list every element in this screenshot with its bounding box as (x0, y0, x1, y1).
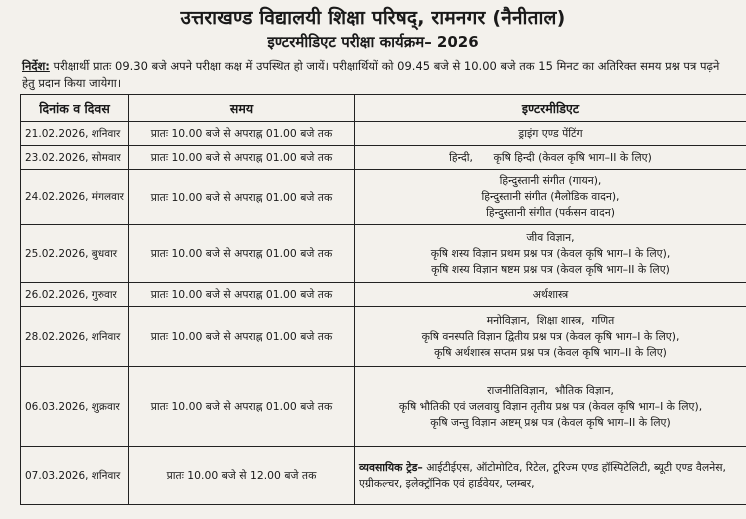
subject-line: कृषि भौतिकी एवं जलवायु विज्ञान तृतीय प्रश्न पत्र (केवल कृषि भाग–I के लिए), (398, 399, 703, 413)
row-time: प्रातः 10.00 बजे से 12.00 बजे तक (129, 447, 355, 505)
header-intermediate: इण्टरमीडिएट (355, 95, 746, 122)
subject-line: राजनीतिविज्ञान, भौतिक विज्ञान, (487, 383, 614, 397)
table-row (21, 146, 746, 170)
row-time: प्रातः 10.00 बजे से अपराह्न 01.00 बजे तक (129, 307, 355, 367)
row-date: 21.02.2026, शनिवार (21, 122, 129, 146)
table-row (21, 170, 746, 225)
subject-line: हिन्दुस्तानी संगीत (पर्कसन वादन) (486, 206, 615, 219)
row-date: 28.02.2026, शनिवार (21, 307, 129, 367)
exam-schedule-table (20, 94, 746, 505)
table-row (21, 122, 746, 146)
subject-line: जीव विज्ञान, (526, 230, 575, 244)
table-row (21, 367, 746, 447)
subject-line: ड्राइंग एण्ड पेंटिंग (518, 126, 583, 140)
page-title: उत्तराखण्ड विद्यालयी शिक्षा परिषद्, रामनगर (नैनीताल) (180, 7, 566, 29)
subject-line: हिन्दुस्तानी संगीत (गायन), (499, 174, 602, 187)
row-date: 25.02.2026, बुधवार (21, 225, 129, 283)
row-date: 07.03.2026, शनिवार (21, 447, 129, 505)
table-row (21, 307, 746, 367)
row-subjects (355, 225, 746, 283)
row-time: प्रातः 10.00 बजे से अपराह्न 01.00 बजे तक (129, 122, 355, 146)
row-time: प्रातः 10.00 बजे से अपराह्न 01.00 बजे तक (129, 170, 355, 225)
subject-line: कृषि वनस्पति विज्ञान द्वितीय प्रश्न पत्र (केवल कृषि भाग–I के लिए), (421, 329, 680, 343)
instruction-label: निर्देश: (22, 59, 50, 73)
table-row (21, 283, 746, 307)
row-subjects (355, 307, 746, 367)
subject-line: कृषि जन्तु विज्ञान अष्टम् प्रश्न पत्र (केवल कृषि भाग–II के लिए) (430, 415, 671, 429)
vocational-trade-list: आईटीईएस, ऑटोमोटिव, रिटेल, टूरिज्म एण्ड हॉस्पिटेलिटी, ब्यूटी एण्ड वैलनेस, एग्रीकल्चर, इलेक्ट्रॉनिक एवं हार्डवेयर, प्लम्बर, (359, 460, 726, 490)
subject-line: अर्थशास्त्र (532, 287, 569, 301)
instruction-note (22, 58, 728, 92)
table-header-row (21, 95, 746, 122)
row-subjects (355, 146, 746, 170)
header-time: समय (129, 95, 355, 122)
row-subjects (355, 283, 746, 307)
page-subtitle: इण्टरमीडिएट परीक्षा कार्यक्रम– 2026 (267, 33, 479, 51)
instruction-text: परीक्षार्थी प्रातः 09.30 बजे अपने परीक्षा कक्ष में उपस्थित हो जायें। परीक्षार्थियों को 09.45 बजे से 10.00 बजे तक 15 मिनट का अतिरिक्त समय प्रश्न पत्र पढ़ने हेतु प्रदान किया जायेगा। (22, 59, 720, 90)
subject-line: मनोविज्ञान, शिक्षा शास्त्र, गणित (486, 313, 615, 327)
subject-line (359, 460, 742, 492)
vocational-trade-label: व्यवसायिक ट्रेड– (359, 460, 423, 474)
row-subjects (355, 367, 746, 447)
row-subjects (355, 447, 746, 505)
header-date: दिनांक व दिवस (21, 95, 129, 122)
table-row (21, 225, 746, 283)
row-time: प्रातः 10.00 बजे से अपराह्न 01.00 बजे तक (129, 225, 355, 283)
row-date: 24.02.2026, मंगलवार (21, 170, 129, 225)
row-time: प्रातः 10.00 बजे से अपराह्न 01.00 बजे तक (129, 367, 355, 447)
row-date: 06.03.2026, शुक्रवार (21, 367, 129, 447)
row-subjects (355, 122, 746, 146)
row-date: 23.02.2026, सोमवार (21, 146, 129, 170)
row-time: प्रातः 10.00 बजे से अपराह्न 01.00 बजे तक (129, 283, 355, 307)
row-date: 26.02.2026, गुरुवार (21, 283, 129, 307)
row-subjects (355, 170, 746, 225)
subject-line: कृषि शस्य विज्ञान प्रथम प्रश्न पत्र (केवल कृषि भाग–I के लिए), (430, 246, 671, 260)
subject-line: हिन्दी, कृषि हिन्दी (केवल कृषि भाग–II के लिए) (449, 150, 652, 164)
table-row (21, 447, 746, 505)
row-time: प्रातः 10.00 बजे से अपराह्न 01.00 बजे तक (129, 146, 355, 170)
subject-line: हिन्दुस्तानी संगीत (मैलोडिक वादन), (481, 190, 620, 203)
subject-line: कृषि अर्थशास्त्र सप्तम प्रश्न पत्र (केवल कृषि भाग–II के लिए) (434, 345, 667, 359)
subject-line: कृषि शस्य विज्ञान षष्टम प्रश्न पत्र (केवल कृषि भाग–II के लिए) (431, 262, 670, 276)
